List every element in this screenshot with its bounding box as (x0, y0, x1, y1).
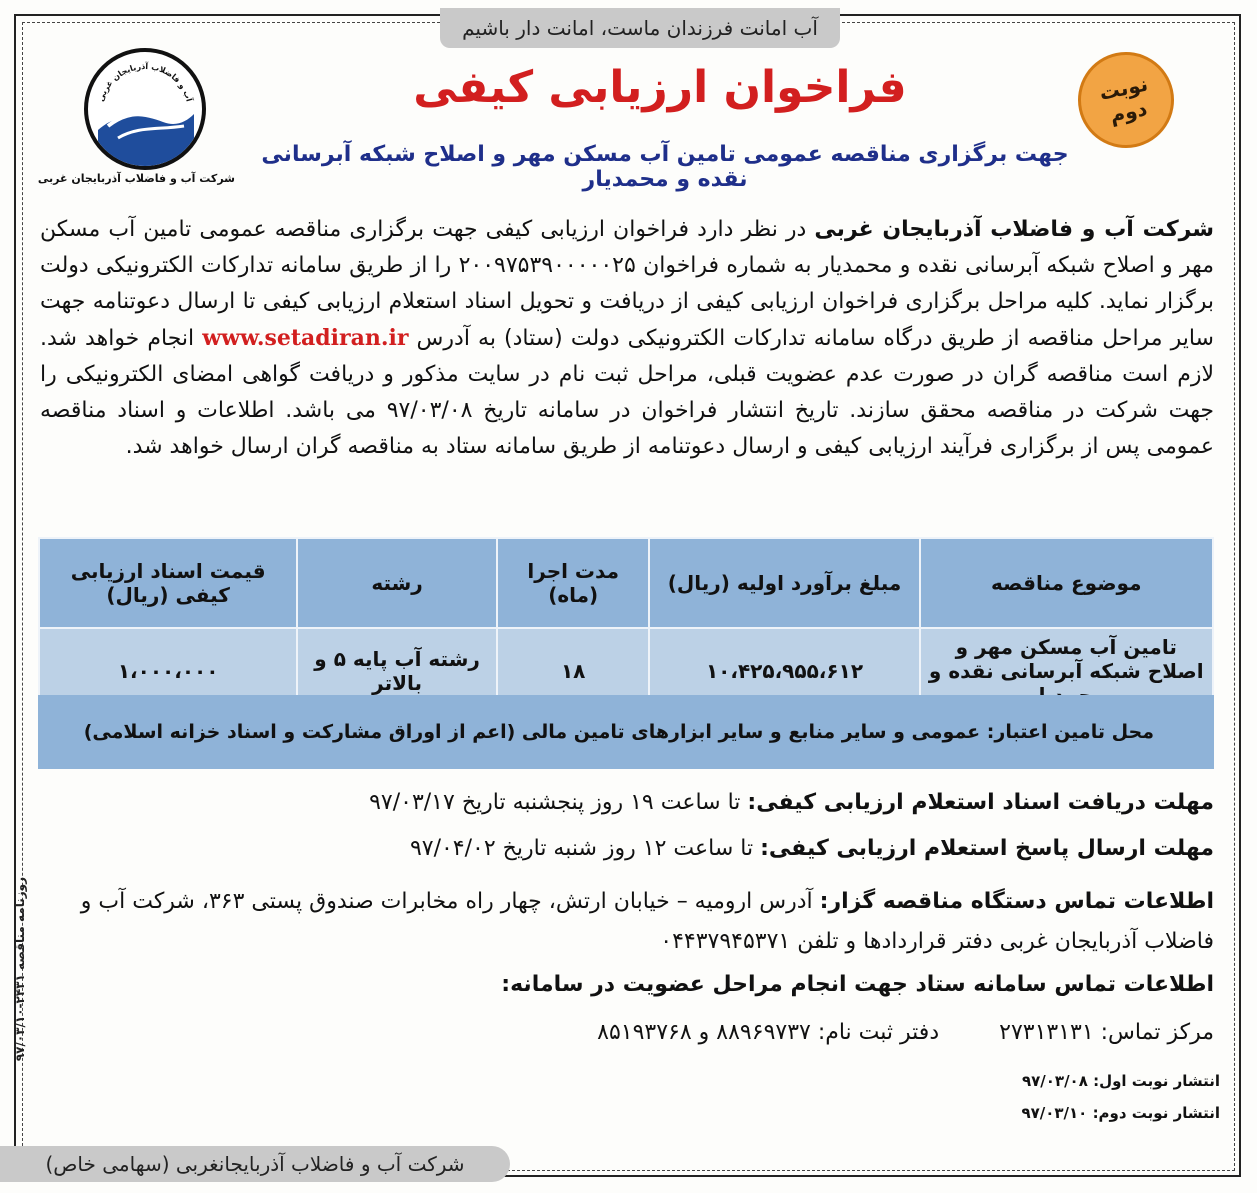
table-cell: ۱۸ (497, 628, 650, 714)
table-cell: رشته آب پایه ۵ و بالاتر (297, 628, 497, 714)
company-logo (37, 48, 235, 185)
receive-deadline-label: مهلت دریافت اسناد استعلام ارزیابی کیفی: (747, 790, 1214, 815)
motto-banner: آب امانت فرزندان ماست، امانت دار باشیم (440, 8, 840, 48)
setad-center: مرکز تماس: ۲۷۳۱۳۱۳۱ (999, 1020, 1214, 1045)
side-newspaper-label: روزنامه مناقصه ۲۴۳۱-۹۷/۰۳/۱۰ (13, 877, 27, 1062)
page-subtitle: جهت برگزاری مناقصه عمومی تامین آب مسکن مهر و اصلاح شبکه آبرسانی نقده و محمدیار (261, 142, 1069, 192)
send-deadline-value: تا ساعت ۱۲ روز شنبه تاریخ ۹۷/۰۴/۰۲ (409, 836, 761, 861)
table-header: قیمت اسناد ارزیابی کیفی (ریال) (39, 538, 297, 628)
announcement-body (40, 212, 1214, 465)
first-publication (900, 1072, 1220, 1090)
table-header: مبلغ برآورد اولیه (ریال) (649, 538, 919, 628)
table-header: مدت اجرا (ماه) (497, 538, 650, 628)
table-cell: ۱،۰۰۰،۰۰۰ (39, 628, 297, 714)
water-logo-icon (84, 48, 206, 170)
table-header-row (39, 538, 1213, 628)
receive-deadline (40, 790, 1214, 815)
body-paragraph-1: در نظر دارد فراخوان ارزیابی کیفی جهت برگزاری مناقصه عمومی تامین آب مسکن مهر و اصلاح شبکه آبرسانی نقده و محمدیار به شماره فراخوان ۲۰۰۹۷۵۳۹۰۰۰۰۰۲۵ را از طریق سامانه تدارکات الکترونیکی دولت برگزار نماید. کلیه مراحل برگزاری فراخوان ارزیابی کیفی از دریافت و تحویل اسناد استعلام ارزیابی کیفی تا ارسال دعوتنامه جهت سایر مراحل مناقصه از طریق درگاه سامانه تدارکات الکترونیکی دولت (ستاد) به آدرس (40, 217, 1214, 351)
tender-table (38, 537, 1214, 715)
table-cell: تامین آب مسکن مهر و اصلاح شبکه آبرسانی نقده و (920, 628, 1214, 714)
send-deadline-label: مهلت ارسال پاسخ استعلام ارزیابی کیفی: (760, 836, 1214, 861)
receive-deadline-value: تا ساعت ۱۹ روز پنجشنبه تاریخ ۹۷/۰۳/۱۷ (369, 790, 748, 815)
funding-source (38, 695, 1214, 769)
setad-office: دفتر ثبت نام: ۸۸۹۶۹۷۳۷ و ۸۵۱۹۳۷۶۸ (597, 1020, 940, 1045)
send-deadline (40, 836, 1214, 861)
second-publication-date: ۹۷/۰۳/۱۰ (1021, 1104, 1093, 1122)
website-link[interactable]: www.setadiran.ir (202, 325, 409, 351)
contact-info (40, 882, 1214, 962)
first-publication-label: انتشار نوبت اول: (1093, 1072, 1220, 1090)
setad-info (40, 972, 1214, 997)
page-title: فراخوان ارزیابی کیفی (413, 62, 907, 113)
setad-label: اطلاعات تماس سامانه ستاد جهت انجام مراحل عضویت در سامانه: (501, 972, 1214, 997)
setad-phones (40, 1020, 1214, 1045)
logo-caption: شرکت آب و فاضلاب آذربایجان غربی (37, 172, 235, 185)
company-name: شرکت آب و فاضلاب آذربایجان غربی (814, 217, 1214, 242)
funding-label: محل تامین اعتبار: (986, 721, 1154, 743)
funding-value: عمومی و سایر منابع و سایر ابزارهای تامین مالی (اعم از اوراق مشارکت و اسناد خزانه اسلامی) (83, 721, 987, 743)
contact-label: اطلاعات تماس دستگاه مناقصه گزار: (819, 889, 1214, 914)
logo-arc-text: آب و فاضلاب آذربایجان غربی (96, 61, 194, 103)
body-paragraph-2: انجام خواهد شد. لازم است مناقصه گران در صورت عدم عضویت قبلی، مراحل ثبت نام در سایت مذکور و دریافت گواهی امضای الکترونیکی را جهت شرکت در مناقصه محقق سازند. تاریخ انتشار فراخوان در سامانه تاریخ ۹۷/۰۳/۰۸ می باشد. اطلاعات و اسناد مناقصه عمومی پس از برگزاری فرآیند ارزیابی کیفی و ارسال دعوتنامه از طریق سامانه ستاد به مناقصه گران ارسال خواهد شد. (40, 326, 1214, 459)
table-cell: ۱۰،۴۲۵،۹۵۵،۶۱۲ (649, 628, 919, 714)
first-publication-date: ۹۷/۰۳/۰۸ (1021, 1072, 1094, 1090)
second-publication (900, 1104, 1220, 1122)
second-notice-badge: نوبت دوم (1069, 43, 1183, 157)
contact-value: آدرس ارومیه – خیابان ارتش، چهار راه مخابرات صندوق پستی ۳۶۳، شرکت آب و فاضلاب آذربایجان غربی دفتر قراردادها و تلفن ۰۴۴۳۷۹۴۵۳۷۱ (80, 889, 1214, 954)
table-header: موضوع مناقصه (920, 538, 1214, 628)
second-publication-label: انتشار نوبت دوم: (1092, 1104, 1220, 1122)
table-header: رشته (297, 538, 497, 628)
svg-text:آب و فاضلاب آذربایجان غربی (96, 61, 194, 103)
footer-banner: شرکت آب و فاضلاب آذربایجانغربی (سهامی خاص) (0, 1146, 510, 1182)
